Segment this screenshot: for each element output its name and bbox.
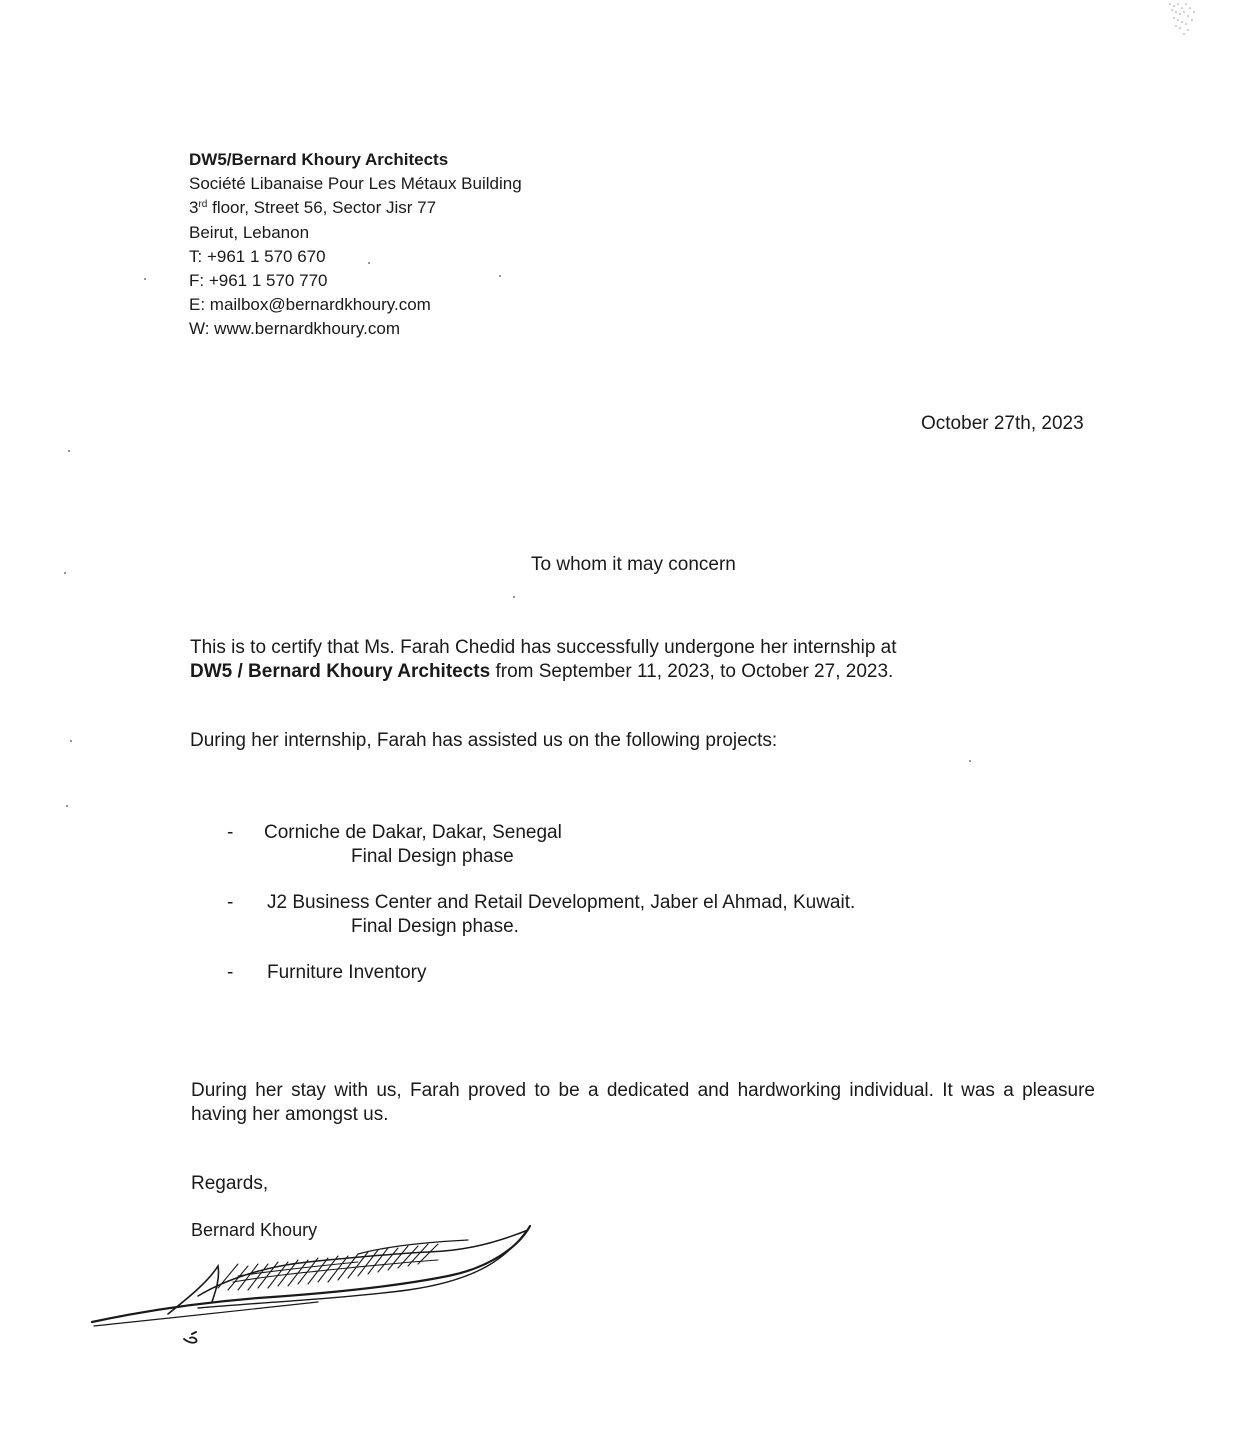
list-dash: - [227,962,234,983]
signer-name: Bernard Khoury [191,1220,318,1240]
scan-speck [513,596,515,598]
project-phase: Final Design phase. [351,916,519,937]
letterhead [189,148,522,342]
scan-speck [66,805,68,807]
company-name: DW5/Bernard Khoury Architects [189,150,449,169]
building-name: Société Libanaise Pour Les Métaux Building [189,174,522,194]
email-address: E: mailbox@bernardkhoury.com [189,295,431,315]
letter-date: October 27th, 2023 [921,413,1084,434]
list-dash: - [227,892,234,913]
address-rest: floor, Street 56, Sector Jisr 77 [207,198,437,218]
scan-speck [68,450,70,452]
city: Beirut, Lebanon [189,222,310,242]
website: W: www.bernardkhoury.com [189,319,400,339]
fax-number: F: +961 1 570 770 [189,271,328,291]
scan-speck [368,262,370,264]
phone-number: T: +961 1 570 670 [189,246,326,266]
signature-icon [88,1218,548,1358]
floor-number: 3 [189,198,199,218]
firm-name-bold: DW5 / Bernard Khoury Architects [190,661,491,682]
project-title: Furniture Inventory [267,962,427,983]
project-phase: Final Design phase [351,846,514,867]
certification-paragraph [190,636,1090,684]
project-title: J2 Business Center and Retail Development, Jaber el Ahmad, Kuwait. [267,892,856,913]
scan-speck [70,740,72,742]
scan-speck [64,572,66,574]
certification-line-1: This is to certify that Ms. Farah Chedid has successfully undergone her internship at [190,637,897,658]
list-dash: - [227,822,234,843]
certification-line-2 [190,660,1090,684]
internship-dates: from September 11, 2023, to October 27, 2023. [490,661,894,682]
scan-speck [144,278,146,280]
regards: Regards, [191,1173,269,1194]
scan-speck [499,275,501,277]
scan-speck [969,760,971,762]
scan-artifact-icon [1150,0,1248,40]
salutation: To whom it may concern [531,554,736,575]
closing-paragraph: During her stay with us, Farah proved to be a dedicated and hardworking individual. It was a pleasure having her amongst us. [191,1080,1095,1125]
projects-intro: During her internship, Farah has assisted us on the following projects: [190,730,778,751]
street-address [189,196,522,220]
floor-suffix: rd [198,199,208,211]
project-title: Corniche de Dakar, Dakar, Senegal [264,822,562,843]
